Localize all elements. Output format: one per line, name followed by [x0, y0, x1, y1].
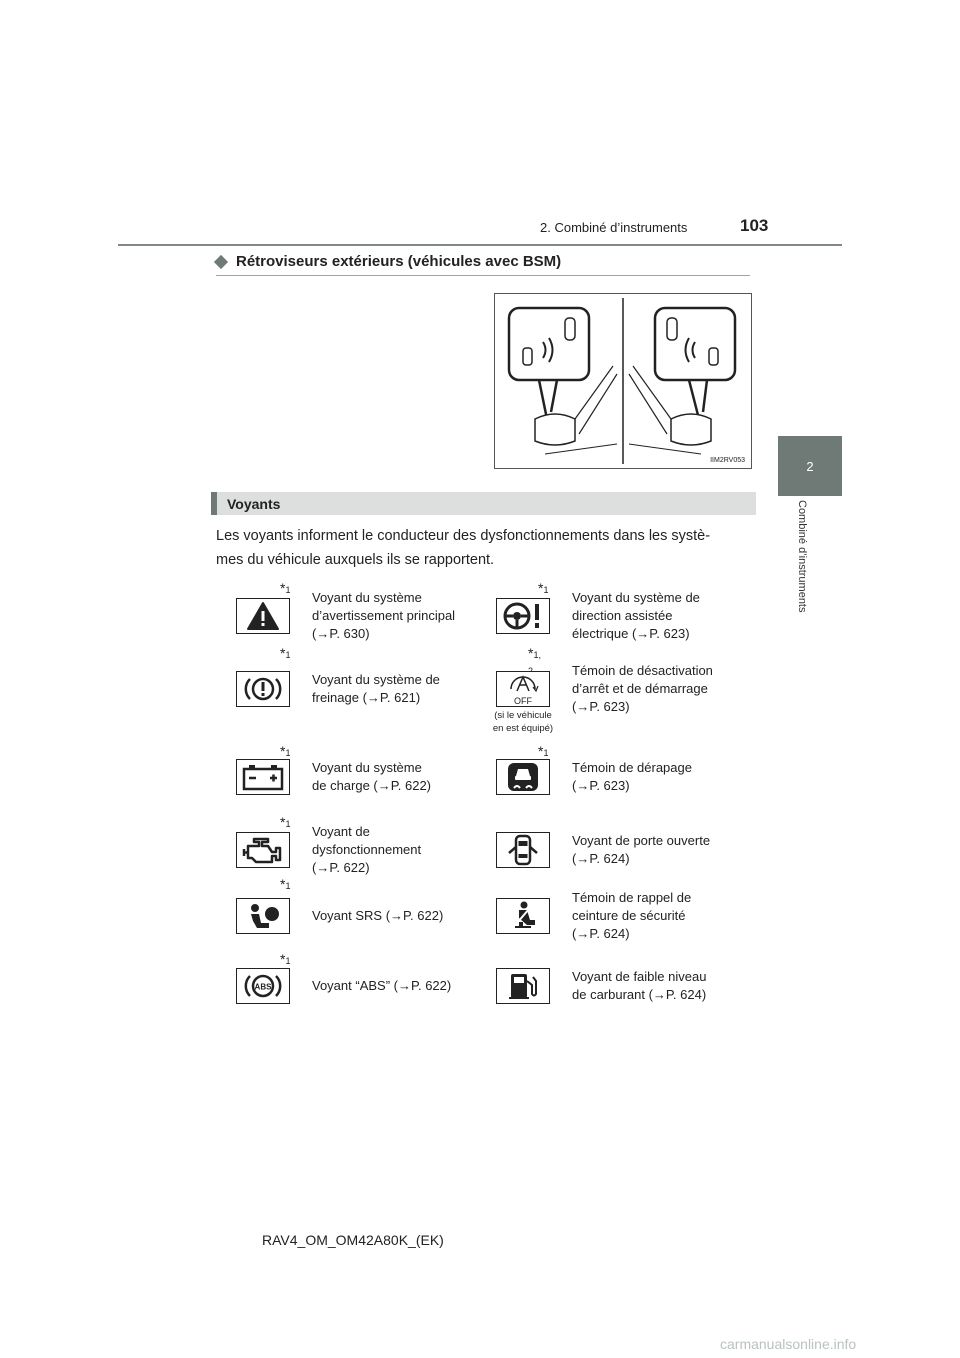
footnote-marker: *1 — [280, 876, 291, 892]
indicator-description: Voyant de porte ouverte (→P. 624) — [572, 833, 711, 866]
indicator-description: Voyant du système d’avertissement principal (→P. 630) — [312, 590, 456, 641]
low-fuel-icon — [506, 971, 540, 1001]
footnote-marker: *1 — [538, 580, 549, 596]
section-heading — [216, 253, 561, 270]
indicator-description: Voyant “ABS” (→P. 622) — [312, 978, 452, 993]
indicator-description: Témoin de désactivation d’arrêt et de démarrage (→P. 623) — [572, 663, 713, 714]
document-code: RAV4_OM_OM42A80K_(EK) — [262, 1232, 444, 1248]
footnote-marker: *1 — [280, 814, 291, 830]
section-title: Rétroviseurs extérieurs (véhicules avec BSM) — [236, 253, 562, 270]
footnote-marker: *1, — [528, 645, 541, 661]
illustration-code: IIM2RV053 — [710, 457, 745, 464]
chapter-tab-label: Combiné d’instruments — [796, 500, 808, 613]
indicator-icon-box — [236, 832, 290, 868]
indicator-icon-box — [236, 759, 290, 795]
footnote-marker: *1 — [280, 951, 291, 967]
footnote-marker: *1 — [280, 743, 291, 759]
indicator-icon-box — [496, 968, 550, 1004]
indicator-description: Témoin de dérapage (→P. 623) — [572, 760, 692, 793]
page-number: 103 — [740, 216, 769, 235]
stop-start-off-icon — [503, 673, 543, 706]
bsm-mirror-illustration — [494, 293, 752, 469]
off-label: OFF — [514, 695, 532, 706]
chapter-title: 2. Combiné d’instruments — [540, 220, 688, 235]
seatbelt-reminder-icon — [505, 901, 541, 931]
footnote-marker: *1 — [538, 743, 549, 759]
indicator-icon-box — [496, 759, 550, 795]
mirror-drawing — [495, 294, 751, 468]
indicator-description: Voyant du système de charge (→P. 622) — [312, 760, 431, 793]
srs-airbag-icon — [243, 901, 283, 931]
chapter-tab-number: 2 — [806, 458, 814, 474]
voyants-title: Voyants — [227, 496, 281, 512]
voyants-section-bar — [211, 492, 756, 515]
section-divider — [216, 275, 750, 276]
svg-text:ABS: ABS — [254, 982, 272, 992]
indicator-description: Voyant SRS (→P. 622) — [312, 908, 444, 923]
diamond-bullet-icon — [214, 254, 228, 268]
indicator-icon-box — [496, 598, 550, 634]
door-open-icon — [506, 834, 540, 866]
indicator-description: Voyant du système de freinage (→P. 621) — [312, 672, 440, 705]
indicator-icon-box — [236, 898, 290, 934]
footnote-marker: *1 — [280, 645, 291, 661]
indicator-description: Voyant de faible niveau de carburant (→P. 624) — [572, 969, 707, 1002]
master-warning-icon — [246, 601, 280, 631]
engine-malfunction-icon — [242, 836, 284, 864]
equipment-note: (si le véhicule en est équipé) — [492, 710, 554, 734]
chapter-tab[interactable] — [778, 436, 842, 496]
footnote-marker: *1 — [280, 580, 291, 596]
indicator-icon-box — [236, 968, 290, 1004]
indicator-icon-box — [496, 671, 550, 707]
battery-charge-icon — [241, 763, 285, 791]
indicator-description: Témoin de rappel de ceinture de sécurité (→P. 624) — [572, 890, 692, 941]
header-divider — [118, 244, 842, 246]
indicator-description: Voyant de dysfonctionnement (→P. 622) — [312, 824, 422, 875]
voyants-intro: Les voyants informent le conducteur des dysfonctionnements dans les systè- mes du véhicule auxquels ils se rapportent. — [216, 528, 711, 568]
abs-warning-icon — [241, 971, 285, 1001]
brake-warning-icon — [243, 674, 283, 704]
indicator-icon-box — [496, 898, 550, 934]
power-steering-warning-icon — [501, 601, 545, 631]
indicator-icon-box — [236, 671, 290, 707]
slip-indicator-icon — [507, 762, 539, 792]
indicator-icon-box — [236, 598, 290, 634]
indicator-icon-box — [496, 832, 550, 868]
indicator-description: Voyant du système de direction assistée électrique (→P. 623) — [572, 590, 700, 641]
watermark: carmanualsonline.info — [720, 1336, 857, 1352]
